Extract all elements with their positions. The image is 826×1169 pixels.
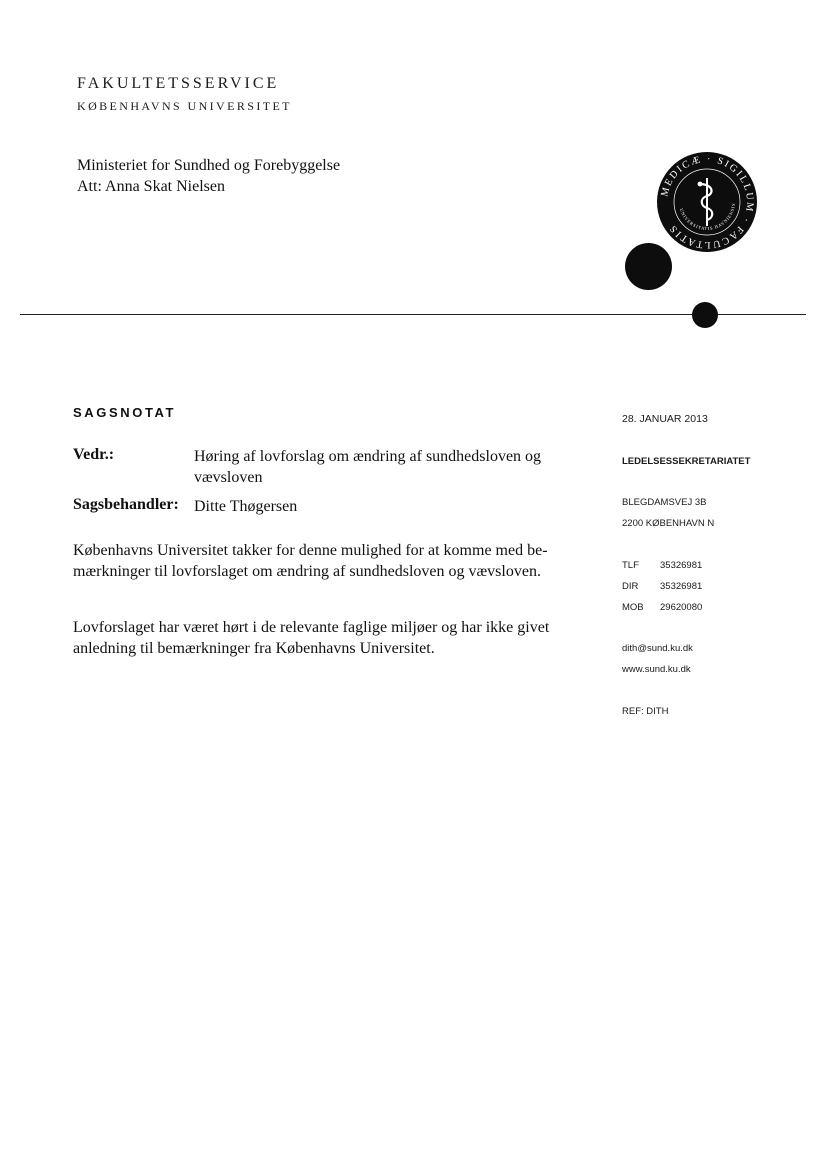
letterhead-university: KØBENHAVNS UNIVERSITET [77,99,292,113]
email-address: dith@sund.ku.dk [622,643,693,654]
decorative-dot-small [692,302,718,328]
mobile-row [622,602,702,613]
case-handler-label: Sagsbehandler: [73,496,179,513]
reference-code: REF: DITH [622,706,669,717]
subject-value: Høring af lovforslag om ændring af sundhedsloven og vævsloven [194,448,542,486]
mobile-label: MOB [622,602,644,613]
letterhead-faculty: FAKULTETSSERVICE [77,75,280,92]
subject-label: Vedr.: [73,446,115,463]
body-paragraph-1: Københavns Universitet takker for denne mulighed for at komme med be-mærkninger til lovforslaget om ændring af sundhedsloven og vævsloven. [73,542,548,580]
direct-phone-row [622,581,702,592]
recipient-attention: Att: Anna Skat Nielsen [77,178,225,195]
phone-value: 35326981 [660,560,703,571]
case-handler-value: Ditte Thøgersen [194,498,298,515]
direct-phone-label: DIR [622,581,639,592]
direct-phone-value: 35326981 [660,581,703,592]
address-street: BLEGDAMSVEJ 3B [622,497,707,508]
svg-text:UNIVERSITATIS HAVNIENSIS: UNIVERSITATIS HAVNIENSIS [678,202,737,232]
website-url: www.sund.ku.dk [622,664,691,675]
body-paragraph-2: Lovforslaget har været hørt i de relevante faglige miljøer og har ikke givet anledning til bemærkninger fra Københavns Universitet. [73,619,550,657]
university-seal-logo [656,151,758,253]
recipient-block [77,155,340,197]
svg-text:MEDICÆ · SIGILLUM · FACULTATIS: MEDICÆ · SIGILLUM · FACULTATIS [659,153,756,251]
mobile-value: 29620080 [660,602,703,613]
department-name: LEDELSESSEKRETARIATET [622,456,751,467]
recipient-organization: Ministeriet for Sundhed og Forebyggelse [77,157,341,174]
header-divider [20,314,806,315]
phone-label: TLF [622,560,639,571]
document-date: 28. JANUAR 2013 [622,413,708,425]
address-city: 2200 KØBENHAVN N [622,518,715,529]
phone-row [622,560,702,571]
decorative-dot-large [625,243,672,290]
document-title: SAGSNOTAT [73,405,177,420]
